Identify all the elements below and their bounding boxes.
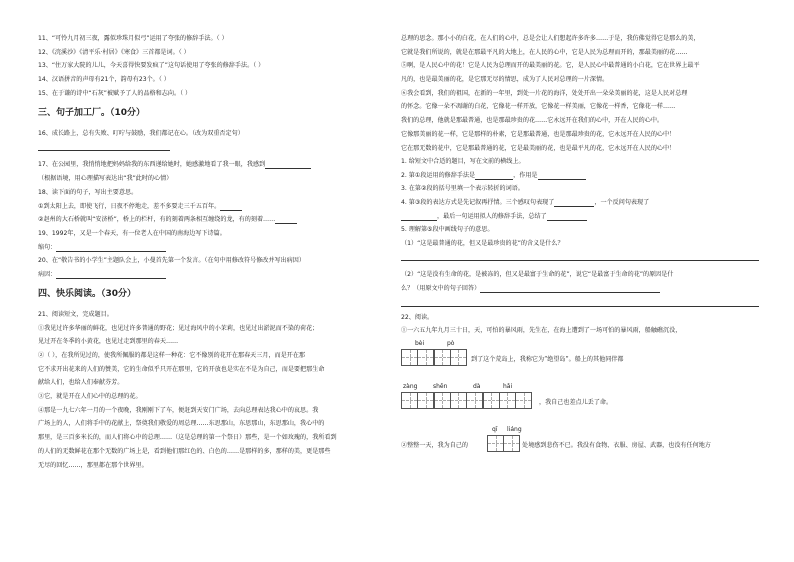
blank-r4a[interactable] [554, 200, 594, 207]
blank-r4b[interactable] [401, 214, 437, 221]
reading-question-1: 1. 给短文中合适的题目，写在文前的横线上。 [401, 158, 525, 166]
passage-line: ②整整一天，我为自己的 [401, 441, 469, 449]
question-17-hint: （根据语境，用心理描写表达出“我”此时的心情） [38, 175, 173, 183]
passage-line: 它不求开出花来的人们的赞美，它的生命似乎只开在那里，它的开放也是实在不是为自己，而是要把那生命 [38, 365, 325, 373]
question-16: 16、成长路上，总有失败、叮咛与鼓励，我们都记在心。（改为双重否定句） [38, 129, 244, 137]
passage-line: ④那是一九七六年一月的一个夜晚，我刚刚下了车，便赶到天安门广场，去向总理表达我心中的哀思。我 [38, 406, 319, 414]
reading-question-4-cont: ，最后一句运用拟人的修辞手法，总结了 [401, 212, 761, 221]
passage-line: 那里，是三百多米长的，而人们将心中的总理……（这是总理的第一个祭日）那些，是一个如玫瑰的，我所看到 [38, 434, 337, 442]
pinyin-grid-row-1 [401, 340, 761, 380]
passage-line: ⑤啊，是人民心中的花！它是人民为总理而开的最美丽的花。它，是人民心中最普通的小白花，它在世界上最平 [401, 62, 700, 70]
pinyin-grid-row-2 [401, 383, 761, 423]
blank-18-1[interactable] [220, 204, 242, 211]
blank-19[interactable] [56, 245, 166, 252]
question-18: 18、读下面的句子，写出主要意思。 [38, 188, 138, 196]
passage-line: ，我自己也差点儿丢了命。 [539, 398, 613, 406]
grid-cell[interactable] [466, 392, 483, 409]
reading-question-5: 5. 理解第⑤段中画线句子的意思。 [401, 226, 494, 234]
pinyin-grid[interactable] [487, 435, 520, 452]
section-4-heading: 四、快乐阅读。（30分） [38, 288, 137, 299]
pinyin: dà [473, 382, 481, 390]
passage-line: ②（ ），在我所见过的，使我所佩服的都是这样一种花：它不像别的花开在那春天三月，而是开在那 [38, 352, 306, 359]
reading-question-5-1: （1）“这是最普通的花，但又是最珍贵的花”的含义是什么？ [401, 239, 564, 247]
passage-line: 广场上的人，人们将手中的花献上，祭奠我们敬爱的周总理……东思那山，东思那山，东思那山，我心中的 [38, 420, 325, 428]
grid-cell[interactable] [450, 349, 467, 366]
section-3-heading: 三、句子加工厂。（10分） [38, 107, 146, 118]
pinyin: zàng [403, 382, 418, 390]
question-22: 22、阅读。 [401, 313, 434, 321]
grid-cell[interactable] [487, 435, 504, 452]
question-15: 15、在于谦的诗中“石灰”被赋予了人的品格和志向。（ ） [38, 89, 192, 97]
grid-cell[interactable] [499, 392, 516, 409]
passage-line: 它像那美丽的花一样，它是那样的朴素，它是那最普通，也是那最珍贵的花，它永远开在人民的心中！ [401, 130, 676, 138]
passage-line: ⑥我会看到，我们的祖国，在新的一年里，到处一片花的海洋，处处开出一朵朵美丽的花，这是人民对总理 [401, 89, 688, 97]
pinyin: hǎi [503, 382, 513, 390]
pinyin: bèi [415, 339, 425, 347]
passage-line: 总理的思念。那小小的白花，在人们的心中，总是会让人们想起许多许多……于是，我仿佛觉得它是那么的美， [401, 35, 700, 42]
pinyin-grid[interactable] [401, 349, 466, 366]
question-14: 14、汉语拼音的声母有21个，韵母有23个。（ ） [38, 76, 170, 84]
question-21: 21、阅读短文，完成题目。 [38, 310, 113, 318]
passage-line: 它就是我们所说的，就是在那最平凡的大地上，在人民的心中，它是人民为总理而开的，那最美丽的花…… [401, 48, 688, 56]
blank-18-2[interactable] [275, 217, 297, 224]
passage-line: 见过开在冬季的小黄花，也见过走到那里的春天…… [38, 338, 179, 346]
question-13: 13、“住万家大院的儿儿，今天喜得快要发疯了”这句话使用了夸张的修辞手法。（ ） [38, 62, 265, 70]
pinyin: shēn [433, 382, 448, 390]
passage-line: 到了这个荒岛上，我称它为“绝望岛”。船上的其他同伴都 [471, 355, 624, 363]
question-11: 11、“可怜九月初三夜，露似珍珠月似弓”运用了夸张的修辞手法。（ ） [38, 35, 228, 42]
right-column [401, 34, 761, 469]
blank-17[interactable] [265, 162, 311, 169]
passage-line: ①我见过许多华丽的鲜花，也见过许多普通的野花；见过海风中的小茉莉，也见过出淤泥而不染的荷花； [38, 324, 319, 332]
reading-question-5-2-cont: 么？（用原文中的句子回答） [401, 284, 761, 293]
grid-cell[interactable] [434, 349, 451, 366]
question-18-2: ②赵州的大石桥就叫“安济桥”，桥上的栏杆，有的刻着两条相互缠绕的龙，有的刻着…… [38, 215, 368, 224]
passage-line: 的怀念。它像一朵不凋谢的白花，它像花一样开放，它像花一样美丽，它像花一样香，它像花一样…… [401, 103, 676, 111]
grid-cell[interactable] [434, 392, 451, 409]
question-20-answer: 病因： [38, 270, 368, 279]
pinyin-grid[interactable] [401, 392, 532, 409]
grid-cell[interactable] [515, 392, 532, 409]
left-column [38, 34, 368, 474]
reading-question-3: 3. 在第②段的括号里填一个表示转折的词语。 [401, 185, 524, 193]
blank-r4c[interactable] [547, 214, 587, 221]
pinyin: qī [492, 425, 498, 433]
question-19: 19、1992年，又是一个春天，有一位老人在中国的南海边写下诗篇。 [38, 229, 226, 237]
blank-20[interactable] [56, 272, 166, 279]
passage-line: 它在那无数的花中，它是那最普通的花，它是最美丽的花，也是最平凡的花，它永远开在人民的心中！ [401, 144, 676, 152]
grid-cell[interactable] [417, 392, 434, 409]
passage-line: 献给人们，也给人们奉献芬芳。 [38, 379, 124, 387]
pinyin: pò [447, 339, 455, 347]
pinyin: liáng [507, 425, 522, 433]
passage-line: 凡的，也是最美丽的花，是它那无尽的情思，成为了人民对总理的一片深情。 [401, 76, 609, 84]
answer-line-16[interactable] [38, 142, 170, 151]
passage-line: ③它，就是开在人们心中的总理的花。 [38, 393, 142, 401]
passage-line: 的人们的无数鲜花在那个无数的广场上是，看到他们那红色的、白色的……是那样的多，那样的美，更是那些 [38, 447, 331, 455]
answer-line-5-1[interactable] [401, 252, 759, 261]
grid-cell[interactable] [450, 392, 467, 409]
grid-cell[interactable] [417, 349, 434, 366]
grid-cell[interactable] [503, 435, 520, 452]
question-12: 12、《浣溪沙》《清平乐·村居》《寒食》三首都是词。（ ） [38, 48, 190, 56]
grid-cell[interactable] [401, 349, 418, 366]
blank-r2a[interactable] [475, 173, 513, 180]
blank-r5-2[interactable] [480, 286, 660, 293]
passage-line: 我们的总理，他就是那最普通，也是那最珍贵的花……它永远开在我们的心中，开在人民的心中。 [401, 117, 664, 125]
question-20: 20、在“敬告书的小学生”主题队会上，小曼首先第一个发言。（在句中用修改符号修改并写出病因） [38, 257, 305, 265]
passage-line: 处境感到悲伤不已。我没有食物、衣服、房屋、武器，也没有任何地方 [522, 441, 711, 449]
answer-line-5-2[interactable] [401, 298, 759, 307]
pinyin-grid-row-3 [401, 426, 761, 466]
reading-question-5-2: （2）“这是没有生命的花，是被冻的，但又是最富于生命的花”，说它“是最富于生命的花”的原因是什 [401, 271, 674, 279]
question-18-1: ①到太阳上去，即使飞行，日夜不停地走，差不多要走三千五百年。 [38, 202, 368, 211]
reading-question-2: 2. 第①段运用的修辞手法是 ，作用是 [401, 171, 761, 180]
reading-question-4: 4. 第③段的表达方式是先记叙再抒情。三个感叹句表现了 ，一个反问句表现了 [401, 198, 650, 206]
grid-cell[interactable] [401, 392, 418, 409]
blank-r2b[interactable] [538, 173, 586, 180]
question-17: 17、在公园里，我悄悄地把妈妈给我的东西递给她时，她感激地看了我一眼，我感到 [38, 160, 368, 169]
question-19-answer: 缩句： [38, 243, 368, 252]
grid-cell[interactable] [483, 392, 500, 409]
passage-line: ①一六五九年九月三十日，天，可怕的暴风雨，先生在，在海上遭到了一场可怕的暴风雨，船触礁沉没， [401, 327, 682, 335]
passage-line: 无尽的回忆……，那里都在那个世界里。 [38, 461, 148, 469]
